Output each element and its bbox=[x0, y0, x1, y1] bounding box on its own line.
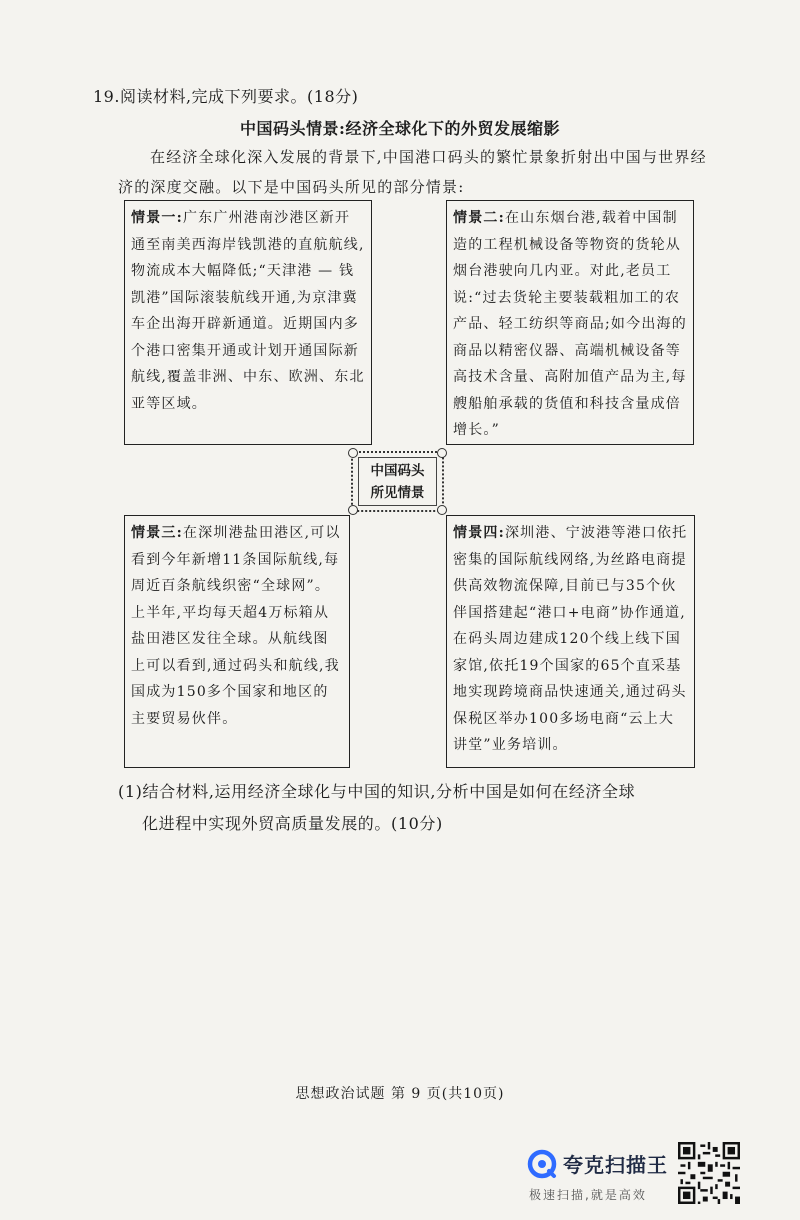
qr-code-icon bbox=[678, 1142, 740, 1204]
frame-corner-ornament bbox=[348, 505, 358, 515]
scene-label: 情景二: bbox=[453, 210, 505, 226]
scene-label: 情景三: bbox=[131, 525, 183, 541]
center-title bbox=[358, 457, 437, 506]
frame-corner-ornament bbox=[348, 448, 358, 458]
sub-question bbox=[118, 776, 718, 840]
scene-text: 广东广州港南沙港区新开通至南美西海岸钱凯港的直航航线,物流成本大幅降低;“天津港 — 钱凯港”国际滚装航线开通,为京津冀车企出海开辟新通道。近期国内多个港口密集开通或计划开通国际新航线,覆盖非洲、中东、欧洲、东北亚等区域。 bbox=[131, 210, 365, 412]
section-title: 中国码头情景:经济全球化下的外贸发展缩影 bbox=[240, 119, 560, 138]
scene-text: 在深圳港盐田港区,可以看到今年新增11条国际航线,每周近百条航线织密“全球网”。上半年,平均每天超4万标箱从盐田港区发往全球。从航线图上可以看到,通过码头和航线,我国成为150多个国家和地区的主要贸易伙伴。 bbox=[131, 525, 341, 727]
scene-box-3 bbox=[124, 515, 350, 768]
scanner-logo-icon bbox=[527, 1149, 557, 1179]
sub-question-line1: (1)结合材料,运用经济全球化与中国的知识,分析中国是如何在经济全球 bbox=[118, 782, 636, 801]
scene-label: 情景四: bbox=[453, 525, 505, 541]
scene-box-1 bbox=[124, 200, 372, 445]
sub-question-line2: 化进程中实现外贸高质量发展的。(10分) bbox=[142, 814, 443, 833]
question-title: 19.阅读材料,完成下列要求。(18分) bbox=[93, 87, 359, 106]
scene-text: 在山东烟台港,载着中国制造的工程机械设备等物资的货轮从烟台港驶向几内亚。对此,老员工说:“过去货轮主要装载粗加工的农产品、轻工纺织等商品;如今出海的商品以精密仪器、高端机械设备等高技术含量、高附加值产品为主,每艘船舶承载的货值和科技含量成倍增长。” bbox=[453, 210, 687, 438]
scanner-slogan: 极速扫描,就是高效 bbox=[529, 1188, 647, 1202]
scene-box-4 bbox=[446, 515, 695, 768]
center-title-line1: 中国码头 bbox=[370, 462, 425, 479]
scanner-watermark bbox=[527, 1146, 677, 1206]
scene-box-2 bbox=[446, 200, 694, 445]
center-title-line2: 所见情景 bbox=[370, 484, 425, 501]
frame-corner-ornament bbox=[437, 448, 447, 458]
page-footer: 思想政治试题 第 9 页(共10页) bbox=[295, 1086, 505, 1102]
center-title-frame bbox=[351, 451, 444, 512]
scanner-brand-name: 夸克扫描王 bbox=[563, 1153, 668, 1177]
intro-paragraph: 在经济全球化深入发展的背景下,中国港口码头的繁忙景象折射出中国与世界经济的深度交融。以下是中国码头所见的部分情景: bbox=[118, 148, 707, 196]
scene-text: 深圳港、宁波港等港口依托密集的国际航线网络,为丝路电商提供高效物流保障,目前已与35个伙伴国搭建起“港口+电商”协作通道,在码头周边建成120个线上线下国家馆,依托19个国家的65个直采基地实现跨境商品快速通关,通过码头保税区举办100多场电商“云上大讲堂”业务培训。 bbox=[453, 525, 688, 753]
scene-label: 情景一: bbox=[131, 210, 183, 226]
frame-corner-ornament bbox=[437, 505, 447, 515]
